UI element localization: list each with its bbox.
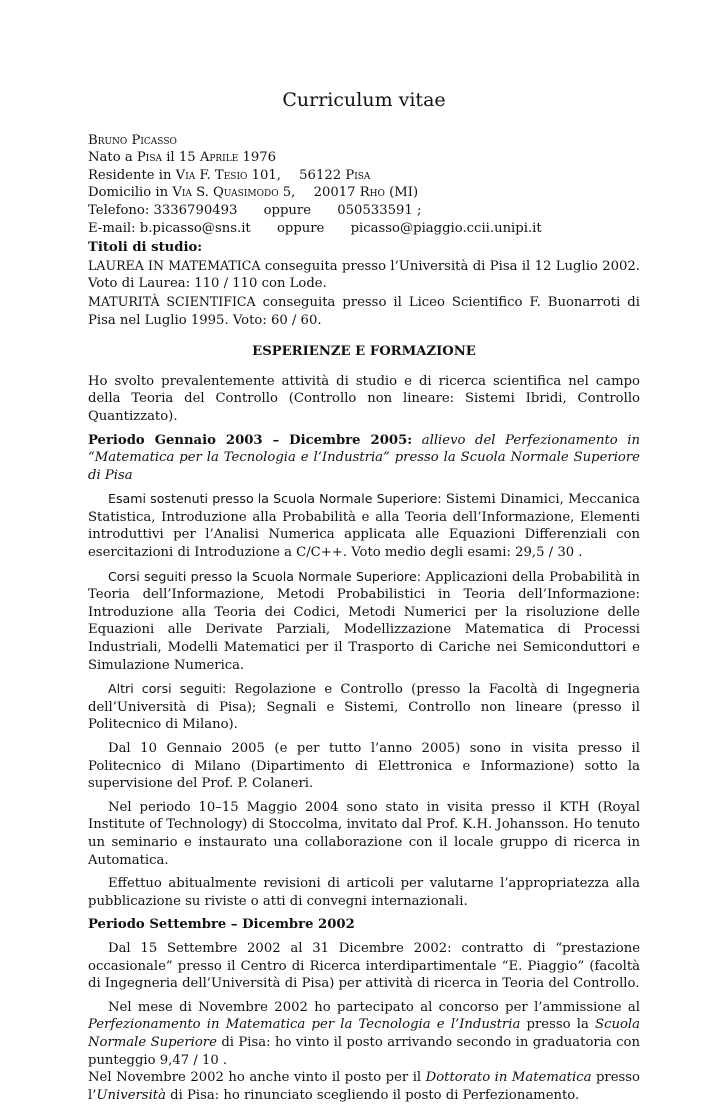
email-primary: b.picasso@sns.it [139, 220, 251, 236]
concorso-part-b: Perfezionamento in Matematica per la Tecnologia e l’Industria [88, 1017, 521, 1033]
dottorato-part-b: Dottorato in Matematica [425, 1070, 592, 1086]
concorso-part-a: Nel mese di Novembre 2002 ho partecipato al concorso per l’ammissione al [108, 999, 640, 1015]
residence-prefix: Residente in [88, 167, 172, 183]
residence-number: 101, [251, 167, 281, 183]
concorso-part-c: presso la [526, 1017, 589, 1033]
concorso-part-e: di Pisa: ho vinto il posto arrivando secondo in graduatoria con punteggio 9,47 / 10 . [88, 1034, 640, 1068]
personal-info [88, 132, 640, 238]
phone-label: Telefono: [88, 202, 150, 218]
phone-home: 050533591 ; [337, 202, 422, 218]
phone-or: oppure [263, 202, 312, 218]
birth-place: Pisa [136, 150, 162, 166]
email-line [88, 220, 640, 238]
page-title: Curriculum vitae [282, 89, 446, 111]
period1-paragraph [88, 432, 640, 485]
residence-line [88, 167, 640, 185]
birth-prefix: Nato a [88, 150, 133, 166]
concorso-part-d: Scuola Normale Superiore [88, 1017, 640, 1050]
period2-label: Periodo Settembre – Dicembre 2002 [88, 917, 355, 933]
kth-paragraph: Nel periodo 10–15 Maggio 2004 sono stato in visita presso il KTH (Royal Institute of Technology) di Stoccolma, invitato dal Prof. K.H. Johansson. Ho tenuto un seminario e instaurato una collaborazione con il locale gruppo di ricerca in Automatica. [88, 799, 640, 868]
domicile-line [88, 184, 640, 202]
phone-mobile: 3336790493 [153, 202, 238, 218]
period1-label: Periodo Gennaio 2003 – Dicembre 2005: [88, 432, 413, 448]
domicile-city: Rho [359, 185, 385, 201]
birth-year: 1976 [242, 150, 277, 166]
corsi-paragraph [88, 568, 640, 675]
altri-label: Altri corsi seguiti: [108, 681, 227, 697]
domicile-prefix: Domicilio in [88, 185, 169, 201]
esperienze-heading: ESPERIENZE E FORMAZIONE [252, 344, 476, 360]
milano-paragraph: Dal 10 Gennaio 2005 (e per tutto l’anno 2005) sono in visita presso il Politecnico di Milano (Dipartimento di Elettronica e Informazione) sotto la supervisione del Prof. P. Colaneri. [88, 741, 640, 792]
dottorato-part-d: Università [96, 1087, 166, 1103]
dottorato-paragraph [88, 1069, 640, 1104]
domicile-cap: 20017 [313, 185, 356, 201]
cv-page [88, 89, 641, 1104]
maturita-text: conseguita presso il Liceo Scientifico F. Buonarroti di Pisa nel Luglio 1995. Voto: 60 / 60. [88, 294, 640, 328]
altri-paragraph [88, 680, 640, 734]
residence-cap: 56122 [299, 167, 342, 183]
email-or: oppure [276, 220, 325, 236]
period1-text: allievo del Perfezionamento in “Matematica per la Tecnologia e l’Industria” presso la Scuola Normale Superiore di Pisa [88, 432, 640, 483]
domicile-number: 5, [282, 185, 296, 201]
period2-heading [88, 916, 640, 934]
domicile-street: Via S. Quasimodo [172, 185, 279, 201]
esami-text: Sistemi Dinamici, Meccanica Statistica, Introduzione alla Probabilità e alla Teoria dell’Informazione, Elementi introduttivi per l’Analisi Numerica applicata alle Equazioni Differenziali con esercitazioni di Introduzione a C/C++. Voto medio degli esami: 29,5 / 30 . [88, 492, 640, 561]
laurea-text: conseguita presso l’Università di Pisa il 12 Luglio 2002. Voto di Laurea: 110 / 110 con Lode. [88, 258, 640, 292]
altri-text: Regolazione e Controllo (presso la Facoltà di Ingegneria dell’Università di Pisa); Segnali e Sistemi, Controllo non lineare (presso il Politecnico di Milano). [88, 682, 640, 733]
birth-line [88, 149, 640, 167]
residence-street: Via F. Tesio [175, 167, 248, 183]
residence-city: Pisa [345, 167, 371, 183]
birth-month: Aprile [199, 150, 239, 166]
email-label: E-mail: [88, 220, 136, 236]
phone-line [88, 202, 640, 220]
corsi-text: Applicazioni della Probabilità in Teoria dell’Informazione, Metodi Probabilistici in Teoria dell’Informazione: Introduzione alla Teoria dei Codici, Metodi Numerici per la risoluzione delle Equazioni alle Derivate Parziali, Modellizzazione Matematica di Processi Industriali, Modelli Matematici per il Trasporto di Cariche nei Semiconduttori e Simulazione Numerica. [88, 569, 641, 673]
laurea-entry [88, 257, 640, 293]
esami-paragraph [88, 490, 640, 561]
full-name: Bruno Picasso [88, 132, 177, 148]
dottorato-part-c: presso l’ [88, 1070, 640, 1103]
piaggio-paragraph: Dal 15 Settembre 2002 al 31 Dicembre 2002: contratto di “prestazione occasionale” presso il Centro di Ricerca interdipartimentale “E. Piaggio” (facoltà di Ingegneria dell’Università di Pisa) per attività di ricerca in Teoria del Controllo. [88, 940, 640, 992]
concorso-paragraph [88, 999, 640, 1069]
titoli-heading: Titoli di studio: [88, 240, 203, 256]
dottorato-part-e: di Pisa: ho rinunciato scegliendo il posto di Perfezionamento. [170, 1087, 580, 1103]
dottorato-part-a: Nel Novembre 2002 ho anche vinto il posto per il [88, 1070, 422, 1086]
revisioni-paragraph: Effettuo abitualmente revisioni di articoli per valutarne l’appropriatezza alla pubblicazione su riviste o atti di convegni internazionali. [88, 876, 640, 909]
intro-paragraph: Ho svolto prevalentemente attività di studio e di ricerca scientifica nel campo della Teoria del Controllo (Controllo non lineare: Sistemi Ibridi, Controllo Quantizzato). [88, 373, 640, 424]
birth-day: il 15 [166, 150, 196, 166]
maturita-entry [88, 293, 640, 329]
esami-label: Esami sostenuti presso la Scuola Normale Superiore: [108, 491, 442, 507]
maturita-title: MATURITÀ SCIENTIFICA [88, 293, 256, 309]
corsi-label: Corsi seguiti presso la Scuola Normale Superiore: [108, 568, 421, 584]
laurea-title: LAUREA IN MATEMATICA [88, 257, 261, 273]
email-secondary: picasso@piaggio.ccii.unipi.it [350, 220, 542, 236]
domicile-province: (MI) [389, 185, 419, 201]
